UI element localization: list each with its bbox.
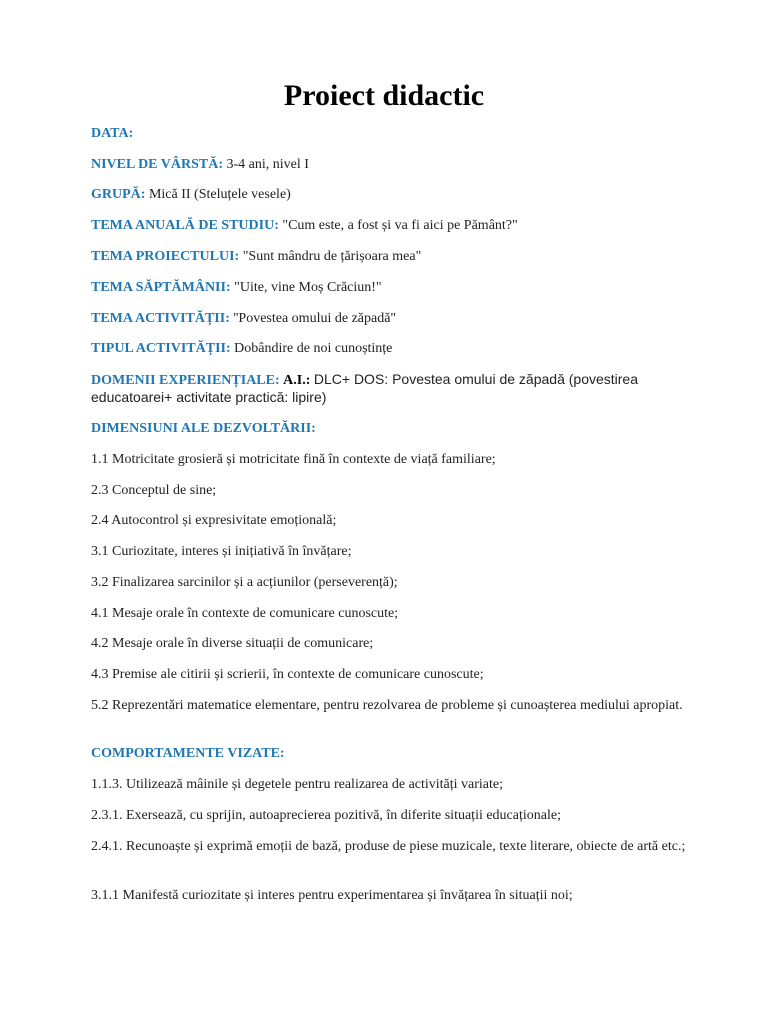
field-tema-saptamanii-value: "Uite, vine Moș Crăciun!" xyxy=(234,280,382,295)
field-data-label: DATA: xyxy=(91,126,134,141)
field-domenii-value: DLC+ DOS: Povestea omului de zăpadă (povestirea educatoarei+ activitate practică: lipire) xyxy=(91,371,638,405)
comportament-item: 1.1.3. Utilizează mâinile și degetele pentru realizarea de activități variate; xyxy=(91,777,504,792)
field-tipul-activitatii xyxy=(91,340,691,357)
field-tema-proiect xyxy=(91,248,691,265)
dimensiune-item: 4.1 Mesaje orale în contexte de comunicare cunoscute; xyxy=(91,606,399,621)
field-tema-activitatii-value: ''Povestea omului de zăpadă" xyxy=(233,311,397,326)
field-tema-proiect-label: TEMA PROIECTULUI: xyxy=(91,249,240,264)
field-tema-anuala xyxy=(91,217,691,234)
comportamente-heading xyxy=(91,745,691,762)
comportament-item: 2.4.1. Recunoaște și exprimă emoții de bază, produse de piese muzicale, texte literare, obiecte de artă etc.; xyxy=(91,839,686,854)
field-tipul-activitatii-label: TIPUL ACTIVITĂȚII: xyxy=(91,341,231,356)
dimensiune-item: 2.4 Autocontrol și expresivitate emoțională; xyxy=(91,513,337,528)
field-tema-anuala-value: "Cum este, a fost și va fi aici pe Pământ?" xyxy=(282,218,518,233)
field-grupa-value: Mică II (Steluțele vesele) xyxy=(148,187,291,202)
dimensiuni-heading xyxy=(91,420,691,437)
field-domenii-ai: A.I.: xyxy=(283,373,311,388)
field-nivel-value: 3-4 ani, nivel I xyxy=(226,157,309,172)
field-tema-saptamanii xyxy=(91,279,691,296)
field-grupa-label: GRUPĂ: xyxy=(91,187,146,202)
dimensiune-item: 4.3 Premise ale citirii și scrierii, în contexte de comunicare cunoscute; xyxy=(91,667,484,682)
field-data xyxy=(91,125,691,142)
field-domenii-label: DOMENII EXPERIENȚIALE: xyxy=(91,373,280,388)
field-tema-anuala-label: TEMA ANUALĂ DE STUDIU: xyxy=(91,218,279,233)
dimensiune-item: 2.3 Conceptul de sine; xyxy=(91,483,217,498)
dimensiune-item: 1.1 Motricitate grosieră și motricitate fină în contexte de viață familiare; xyxy=(91,452,496,467)
dimensiune-item: 4.2 Mesaje orale în diverse situații de comunicare; xyxy=(91,636,374,651)
field-nivel-label: NIVEL DE VÂRSTĂ: xyxy=(91,157,223,172)
field-tema-proiect-value: "Sunt mândru de țărișoara mea" xyxy=(242,249,422,264)
dimensiuni-heading-label: DIMENSIUNI ALE DEZVOLTĂRII: xyxy=(91,421,316,436)
field-tema-saptamanii-label: TEMA SĂPTĂMÂNII: xyxy=(91,280,231,295)
field-domenii xyxy=(91,371,691,407)
field-tipul-activitatii-value: Dobândire de noi cunoștințe xyxy=(234,341,393,356)
dimensiune-item: 3.2 Finalizarea sarcinilor și a acțiunilor (perseverență); xyxy=(91,575,398,590)
dimensiune-item: 5.2 Reprezentări matematice elementare, pentru rezolvarea de probleme și cunoașterea mediului apropiat. xyxy=(91,698,683,713)
field-grupa xyxy=(91,186,691,203)
page-title: Proiect didactic xyxy=(283,79,485,112)
field-nivel xyxy=(91,156,691,173)
comportamente-heading-label: COMPORTAMENTE VIZATE: xyxy=(91,746,285,761)
comportament-item: 3.1.1 Manifestă curiozitate și interes pentru experimentarea și învățarea în situații noi; xyxy=(91,888,573,903)
field-tema-activitatii xyxy=(91,310,691,327)
comportament-item: 2.3.1. Exersează, cu sprijin, autoaprecierea pozitivă, în diferite situații educaționale; xyxy=(91,808,561,823)
dimensiune-item: 3.1 Curiozitate, interes și inițiativă în învățare; xyxy=(91,544,352,559)
field-tema-activitatii-label: TEMA ACTIVITĂȚII: xyxy=(91,311,230,326)
